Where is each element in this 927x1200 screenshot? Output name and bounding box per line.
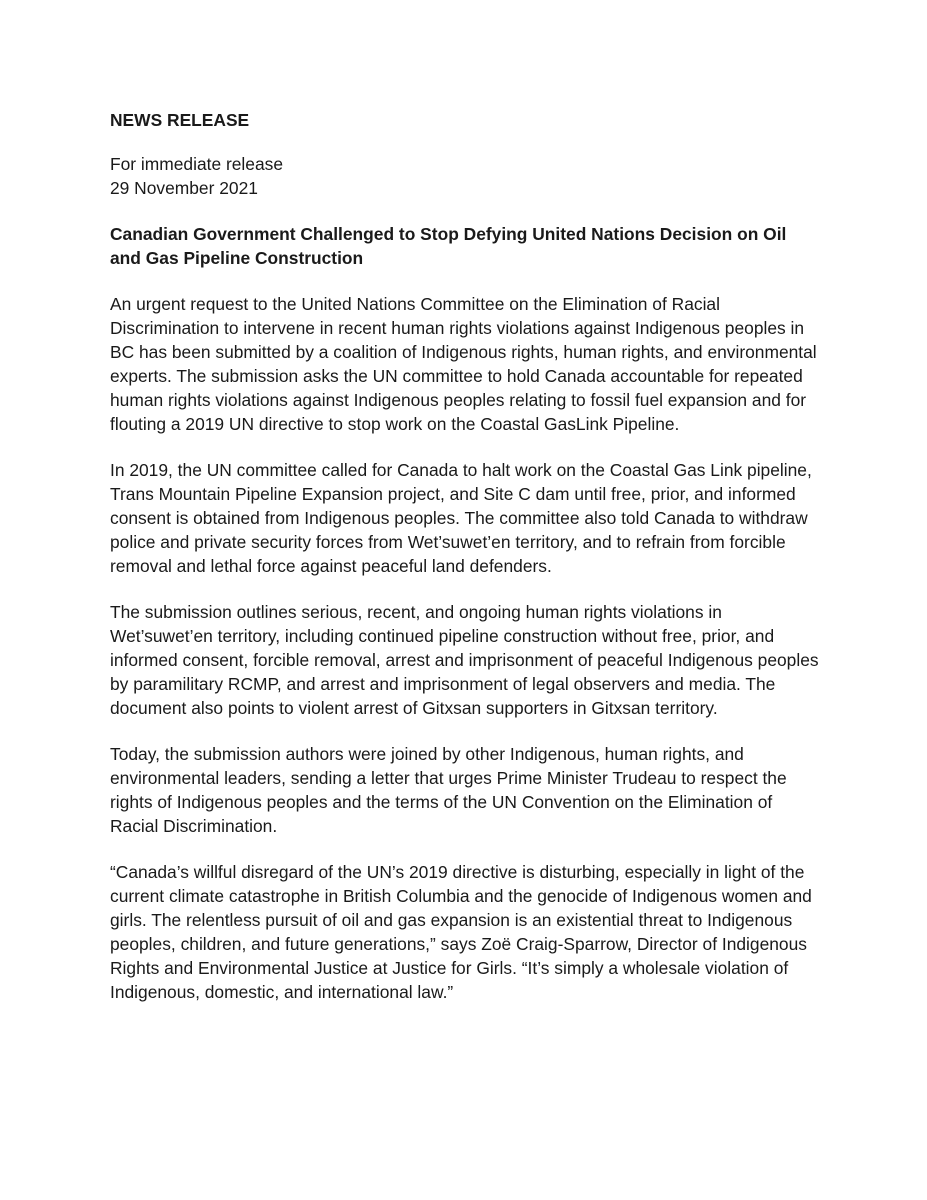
paragraph-1: An urgent request to the United Nations Committee on the Elimination of Racial Discrimination to intervene in recent human rights violations against Indigenous peoples in BC has been submitted by a coalition of Indigenous rights, human rights, and environmental experts. The submission asks the UN committee to hold Canada accountable for repeated human rights violations against Indigenous peoples relating to fossil fuel expansion and for flouting a 2019 UN directive to stop work on the Coastal GasLink Pipeline. [110,294,817,434]
news-release-label: NEWS RELEASE [110,110,250,130]
quote-paragraph: “Canada’s willful disregard of the UN’s 2019 directive is disturbing, especially in light of the current climate catastrophe in British Columbia and the genocide of Indigenous women and girls. The relentless pursuit of oil and gas expansion is an existential threat to Indigenous peoples, children, and future generations,” says Zoë Craig-Sparrow, Director of Indigenous Rights and Environmental Justice at Justice for Girls. “It’s simply a wholesale violation of Indigenous, domestic, and international law.” [110,862,812,1002]
release-info [110,152,822,200]
release-type: For immediate release [110,154,284,174]
paragraph-4: Today, the submission authors were joined by other Indigenous, human rights, and environmental leaders, sending a letter that urges Prime Minister Trudeau to respect the rights of Indigenous peoples and the terms of the UN Convention on the Elimination of Racial Discrimination. [110,744,787,836]
document-body [110,108,822,1004]
paragraph-2: In 2019, the UN committee called for Canada to halt work on the Coastal Gas Link pipeline, Trans Mountain Pipeline Expansion project, and Site C dam until free, prior, and informed consent is obtained from Indigenous peoples. The committee also told Canada to withdraw police and private security forces from Wet’suwet’en territory, and to refrain from forcible removal and lethal force against peaceful land defenders. [110,460,812,576]
paragraph-3: The submission outlines serious, recent, and ongoing human rights violations in Wet’suwet’en territory, including continued pipeline construction without free, prior, and informed consent, forcible removal, arrest and imprisonment of peaceful Indigenous peoples by paramilitary RCMP, and arrest and imprisonment of legal observers and media. The document also points to violent arrest of Gitxsan supporters in Gitxsan territory. [110,602,819,718]
release-date: 29 November 2021 [110,178,258,198]
headline: Canadian Government Challenged to Stop Defying United Nations Decision on Oil and Gas Pipeline Construction [110,224,787,268]
